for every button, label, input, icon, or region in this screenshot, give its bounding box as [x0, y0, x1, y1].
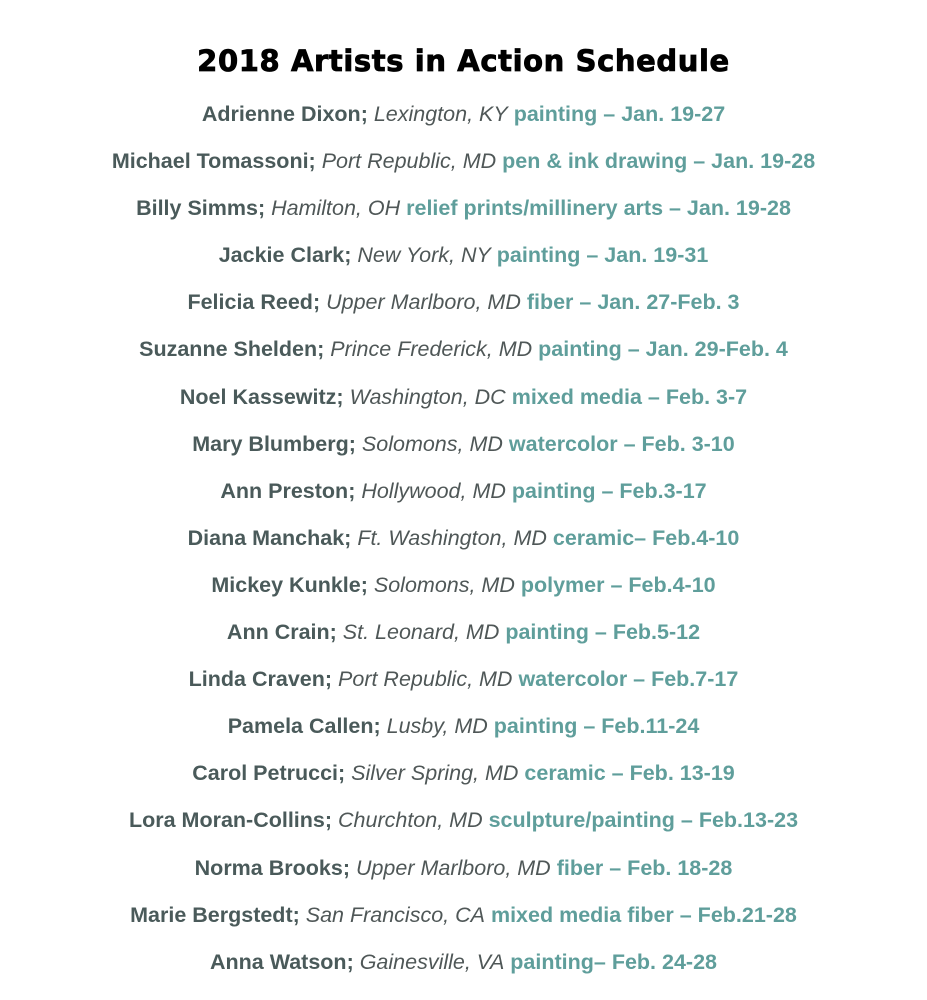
artist-entry [0, 425, 927, 472]
artist-medium-dates: painting – Feb.11-24 [493, 714, 700, 739]
artist-name: Jackie Clark [218, 243, 345, 268]
artist-name: Carol Petrucci [192, 761, 339, 786]
artist-name: Mary Blumberg [192, 431, 349, 456]
artist-location: Upper Marlboro, MD [326, 290, 521, 315]
artist-name: Suzanne Shelden [139, 337, 318, 362]
artist-location: San Francisco, CA [305, 902, 485, 927]
name-separator: ; [329, 620, 343, 645]
artist-entry [0, 236, 927, 283]
artist-medium-dates: painting– Feb. 24-28 [510, 949, 717, 974]
name-separator: ; [346, 949, 360, 974]
name-separator: ; [373, 714, 387, 739]
artist-medium-dates: ceramic– Feb.4-10 [552, 525, 740, 550]
artist-name: Noel Kassewitz [179, 384, 337, 409]
artist-entry [0, 95, 927, 142]
name-separator: ; [348, 431, 362, 456]
artist-entry [0, 754, 927, 801]
artist-entry [0, 142, 927, 189]
artist-location: St. Leonard, MD [342, 620, 500, 645]
artist-location: Washington, DC [349, 384, 506, 409]
artist-location: Hollywood, MD [361, 478, 506, 503]
page-title: 2018 Artists in Action Schedule [197, 44, 730, 78]
artist-location: Lusby, MD [386, 714, 488, 739]
artist-name: Adrienne Dixon [201, 102, 361, 126]
artist-medium-dates: ceramic – Feb. 13-19 [524, 761, 735, 786]
artist-medium-dates: painting – Jan. 19-27 [513, 102, 726, 126]
artist-location: Hamilton, OH [271, 196, 401, 221]
artist-location: Ft. Washington, MD [357, 525, 547, 550]
artist-location: Gainesville, VA [359, 949, 505, 974]
name-separator: ; [348, 478, 362, 503]
artist-location: Port Republic, MD [321, 149, 497, 174]
name-separator: ; [308, 149, 322, 174]
artist-medium-dates: fiber – Feb. 18-28 [556, 855, 733, 880]
artist-medium-dates: watercolor – Feb.7-17 [518, 667, 739, 692]
name-separator: ; [324, 808, 339, 833]
artist-medium-dates: sculpture/painting – Feb.13-23 [488, 808, 799, 833]
name-separator: ; [292, 902, 306, 927]
artist-medium-dates: polymer – Feb.4-10 [520, 572, 716, 597]
artist-medium-dates: painting – Jan. 29-Feb. 4 [538, 337, 788, 362]
artist-name: Linda Craven [188, 667, 325, 692]
artist-entry [0, 896, 927, 943]
artist-location: Silver Spring, MD [351, 761, 519, 786]
artist-name: Ann Preston [220, 478, 349, 503]
artist-entry [0, 330, 927, 377]
artist-entry [0, 519, 927, 566]
artist-entry [0, 283, 927, 330]
artist-location: New York, NY [357, 243, 491, 268]
name-separator: ; [360, 102, 374, 126]
artist-list [0, 95, 927, 990]
artist-name: Marie Bergstedt [130, 902, 293, 927]
artist-name: Billy Simms [136, 196, 258, 221]
artist-medium-dates: relief prints/millinery arts – Jan. 19-28 [406, 196, 791, 221]
artist-location: Lexington, KY [373, 102, 508, 126]
artist-location: Upper Marlboro, MD [355, 855, 551, 880]
artist-name: Felicia Reed [187, 290, 313, 315]
artist-medium-dates: painting – Jan. 19-31 [496, 243, 709, 268]
artist-entry [0, 801, 927, 848]
artist-medium-dates: watercolor – Feb. 3-10 [508, 431, 735, 456]
artist-name: Anna Watson [210, 949, 347, 974]
artist-entry [0, 660, 927, 707]
name-separator: ; [342, 855, 356, 880]
artist-entry [0, 378, 927, 425]
name-separator: ; [336, 384, 350, 409]
artist-name: Norma Brooks [194, 855, 343, 880]
artist-entry [0, 566, 927, 613]
name-separator: ; [344, 243, 358, 268]
artist-entry [0, 707, 927, 754]
artist-medium-dates: painting – Feb.5-12 [505, 620, 701, 645]
name-separator: ; [338, 761, 352, 786]
artist-entry [0, 613, 927, 660]
artist-entry [0, 189, 927, 236]
artist-entry [0, 472, 927, 519]
name-separator: ; [312, 290, 327, 315]
artist-name: Mickey Kunkle [211, 572, 361, 597]
artist-location: Solomons, MD [361, 431, 503, 456]
artist-medium-dates: fiber – Jan. 27-Feb. 3 [526, 290, 740, 315]
artist-entry [0, 943, 927, 990]
name-separator: ; [344, 525, 358, 550]
artist-location: Prince Frederick, MD [330, 337, 533, 362]
artist-medium-dates: painting – Feb.3-17 [511, 478, 707, 503]
artist-location: Port Republic, MD [338, 667, 513, 692]
artist-medium-dates: mixed media – Feb. 3-7 [511, 384, 748, 409]
artist-medium-dates: mixed media fiber – Feb.21-28 [490, 902, 797, 927]
artist-name: Lora Moran-Collins [128, 808, 325, 833]
artist-location: Churchton, MD [338, 808, 483, 833]
artist-entry [0, 849, 927, 896]
name-separator: ; [257, 196, 272, 221]
name-separator: ; [360, 572, 374, 597]
artist-name: Michael Tomassoni [111, 149, 309, 174]
artist-medium-dates: pen & ink drawing – Jan. 19-28 [502, 149, 816, 174]
name-separator: ; [317, 337, 331, 362]
artist-location: Solomons, MD [373, 572, 515, 597]
artist-name: Ann Crain [226, 620, 330, 645]
artist-name: Diana Manchak [187, 525, 345, 550]
name-separator: ; [324, 667, 339, 692]
artist-name: Pamela Callen [227, 714, 374, 739]
